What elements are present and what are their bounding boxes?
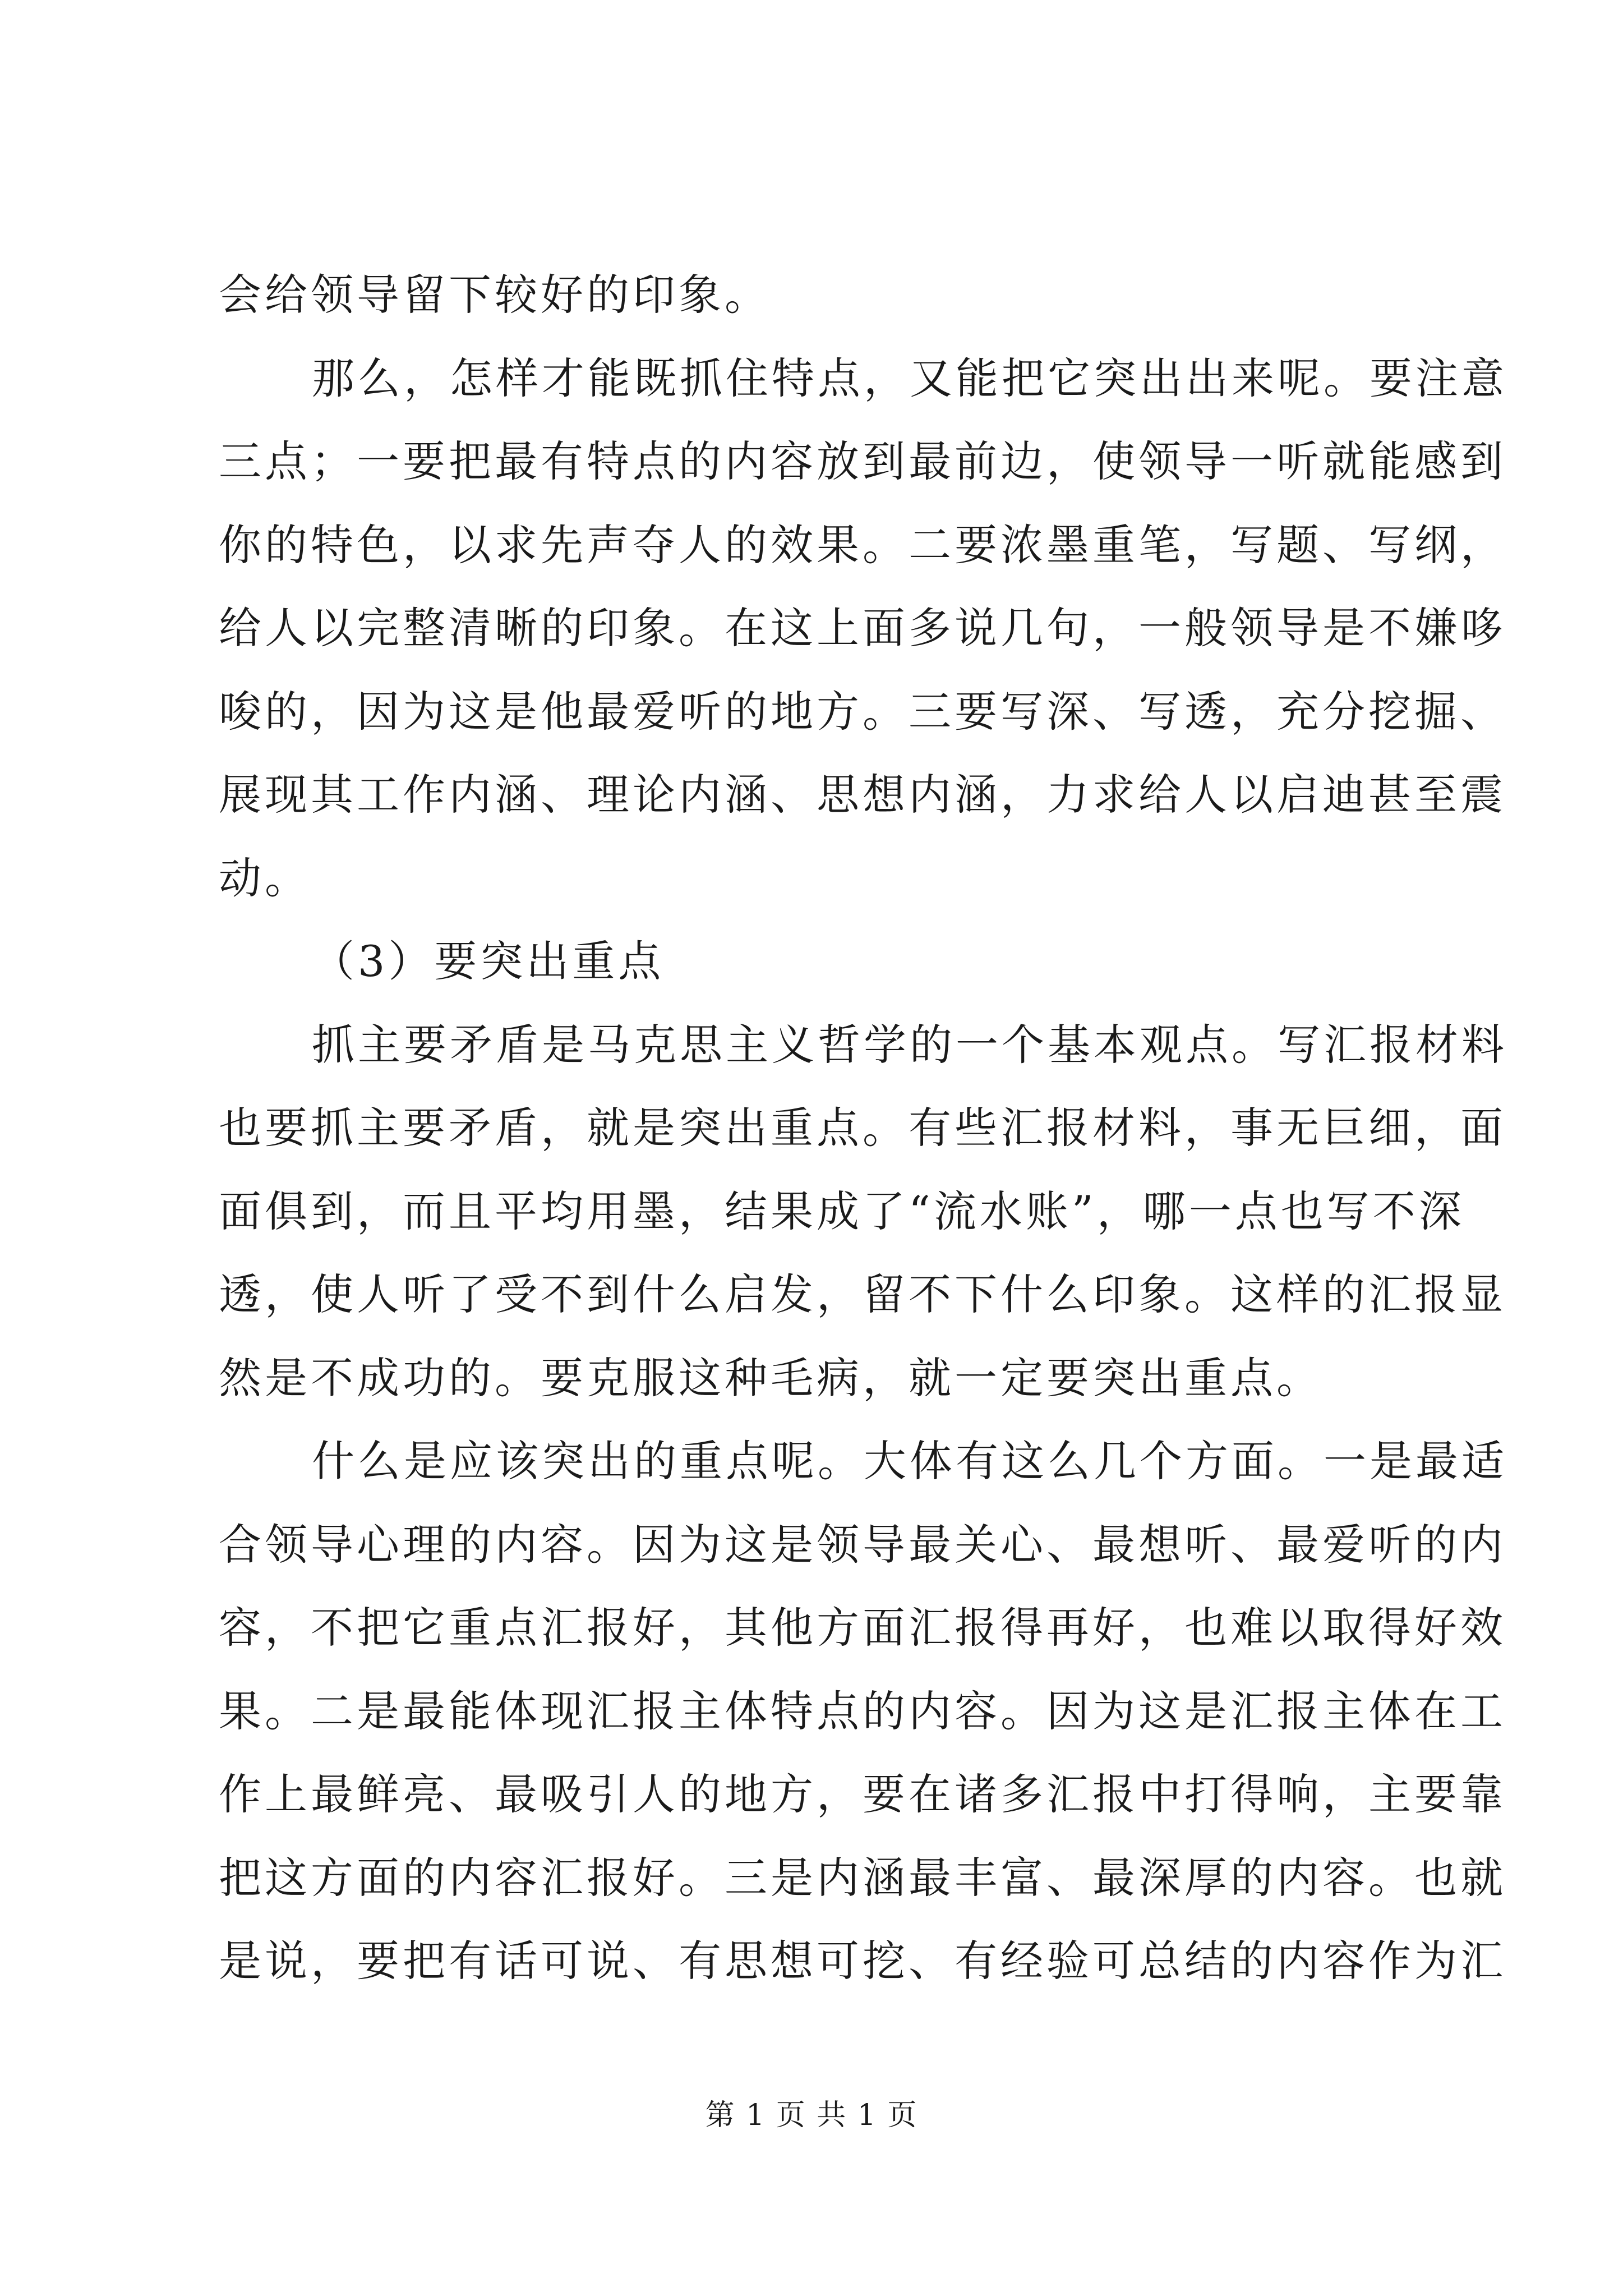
- text-line: 那么，怎样才能既抓住特点，又能把它突出出来呢。要注意: [312, 353, 1507, 403]
- text-line: 你的特色，以求先声夺人的效果。二要浓墨重笔，写题、写纲，: [219, 519, 1506, 570]
- text-line: 面俱到，而且平均用墨，结果成了“流水账”，哪一点也写不深: [219, 1186, 1465, 1236]
- text-line: 合领导心理的内容。因为这是领导最关心、最想听、最爱听的内: [219, 1519, 1506, 1570]
- page-footer: [0, 2095, 1623, 2136]
- section-heading: （3）要突出重点: [312, 936, 665, 986]
- page-number: 第 1 页 共 1 页: [705, 2099, 918, 2132]
- text-line: 果。二是最能体现汇报主体特点的内容。因为这是汇报主体在工: [219, 1686, 1506, 1736]
- text-line: 给人以完整清晰的印象。在这上面多说几句，一般领导是不嫌哆: [219, 603, 1506, 653]
- text-line: 抓主要矛盾是马克思主义哲学的一个基本观点。写汇报材料: [312, 1019, 1507, 1070]
- text-line: 是说，要把有话可说、有思想可挖、有经验可总结的内容作为汇: [219, 1936, 1506, 1986]
- text-line: 唆的，因为这是他最爱听的地方。三要写深、写透，充分挖掘、: [219, 686, 1506, 737]
- text-line: 展现其工作内涵、理论内涵、思想内涵，力求给人以启迪甚至震: [219, 770, 1506, 820]
- text-line: 也要抓主要矛盾，就是突出重点。有些汇报材料，事无巨细，面: [219, 1103, 1506, 1153]
- text-line: 动。: [219, 853, 311, 903]
- text-line: 什么是应该突出的重点呢。大体有这么几个方面。一是最适: [312, 1436, 1507, 1486]
- text-line: 作上最鲜亮、最吸引人的地方，要在诸多汇报中打得响，主要靠: [219, 1769, 1506, 1819]
- text-line: 然是不成功的。要克服这种毛病，就一定要突出重点。: [219, 1352, 1322, 1403]
- text-line: 容，不把它重点汇报好，其他方面汇报得再好，也难以取得好效: [219, 1603, 1506, 1653]
- text-line: 透，使人听了受不到什么启发，留不下什么印象。这样的汇报显: [219, 1269, 1506, 1319]
- body-text: [219, 254, 1507, 2003]
- text-line: 把这方面的内容汇报好。三是内涵最丰富、最深厚的内容。也就: [219, 1852, 1506, 1903]
- text-line: 会给领导留下较好的印象。: [219, 270, 771, 320]
- text-line: 三点；一要把最有特点的内容放到最前边，使领导一听就能感到: [219, 436, 1506, 486]
